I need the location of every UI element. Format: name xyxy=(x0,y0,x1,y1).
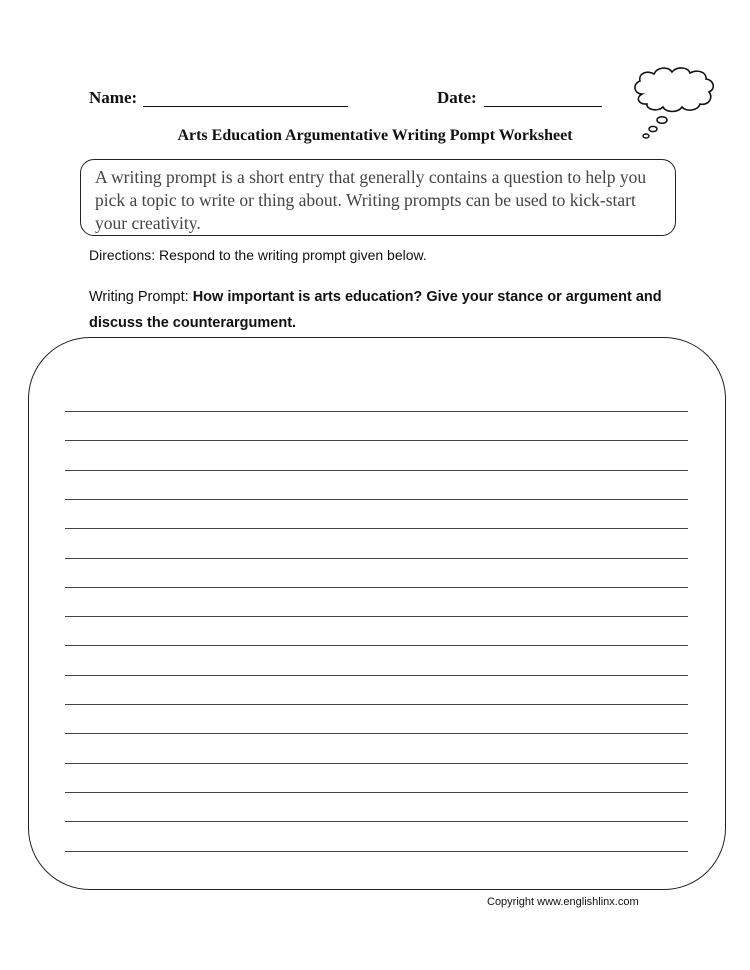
worksheet-title-text: Arts Education Argumentative Writing Pompt Worksheet xyxy=(177,127,573,144)
directions-text: Directions: Respond to the writing prompt given below. xyxy=(89,247,427,263)
name-field[interactable] xyxy=(143,106,348,107)
writing-line[interactable] xyxy=(65,851,688,852)
writing-line[interactable] xyxy=(65,763,688,764)
writing-line[interactable] xyxy=(65,616,688,617)
date-field[interactable] xyxy=(484,106,602,107)
writing-line[interactable] xyxy=(65,528,688,529)
writing-line[interactable] xyxy=(65,411,688,412)
writing-prompt xyxy=(89,284,689,336)
writing-line[interactable] xyxy=(65,499,688,500)
writing-line[interactable] xyxy=(65,792,688,793)
writing-line[interactable] xyxy=(65,587,688,588)
writing-prompt-label: Writing Prompt: xyxy=(89,289,193,305)
writing-line[interactable] xyxy=(65,440,688,441)
copyright-text: Copyright www.englishlinx.com xyxy=(487,896,639,908)
writing-line[interactable] xyxy=(65,470,688,471)
writing-prompt-question: How important is arts education? Give your stance or argument and discuss the counterargument. xyxy=(89,289,662,331)
writing-line[interactable] xyxy=(65,733,688,734)
writing-line[interactable] xyxy=(65,558,688,559)
writing-line[interactable] xyxy=(65,821,688,822)
date-label: Date: xyxy=(437,88,477,107)
writing-line[interactable] xyxy=(65,675,688,676)
intro-text: A writing prompt is a short entry that generally contains a question to help you pick a topic to write or thing about. Writing prompts can be used to kick-start your creativity. xyxy=(95,167,647,233)
writing-area[interactable] xyxy=(28,337,726,890)
name-label: Name: xyxy=(89,88,138,107)
writing-line[interactable] xyxy=(65,645,688,646)
worksheet-title xyxy=(0,127,750,145)
intro-box xyxy=(80,159,676,236)
writing-line[interactable] xyxy=(65,704,688,705)
